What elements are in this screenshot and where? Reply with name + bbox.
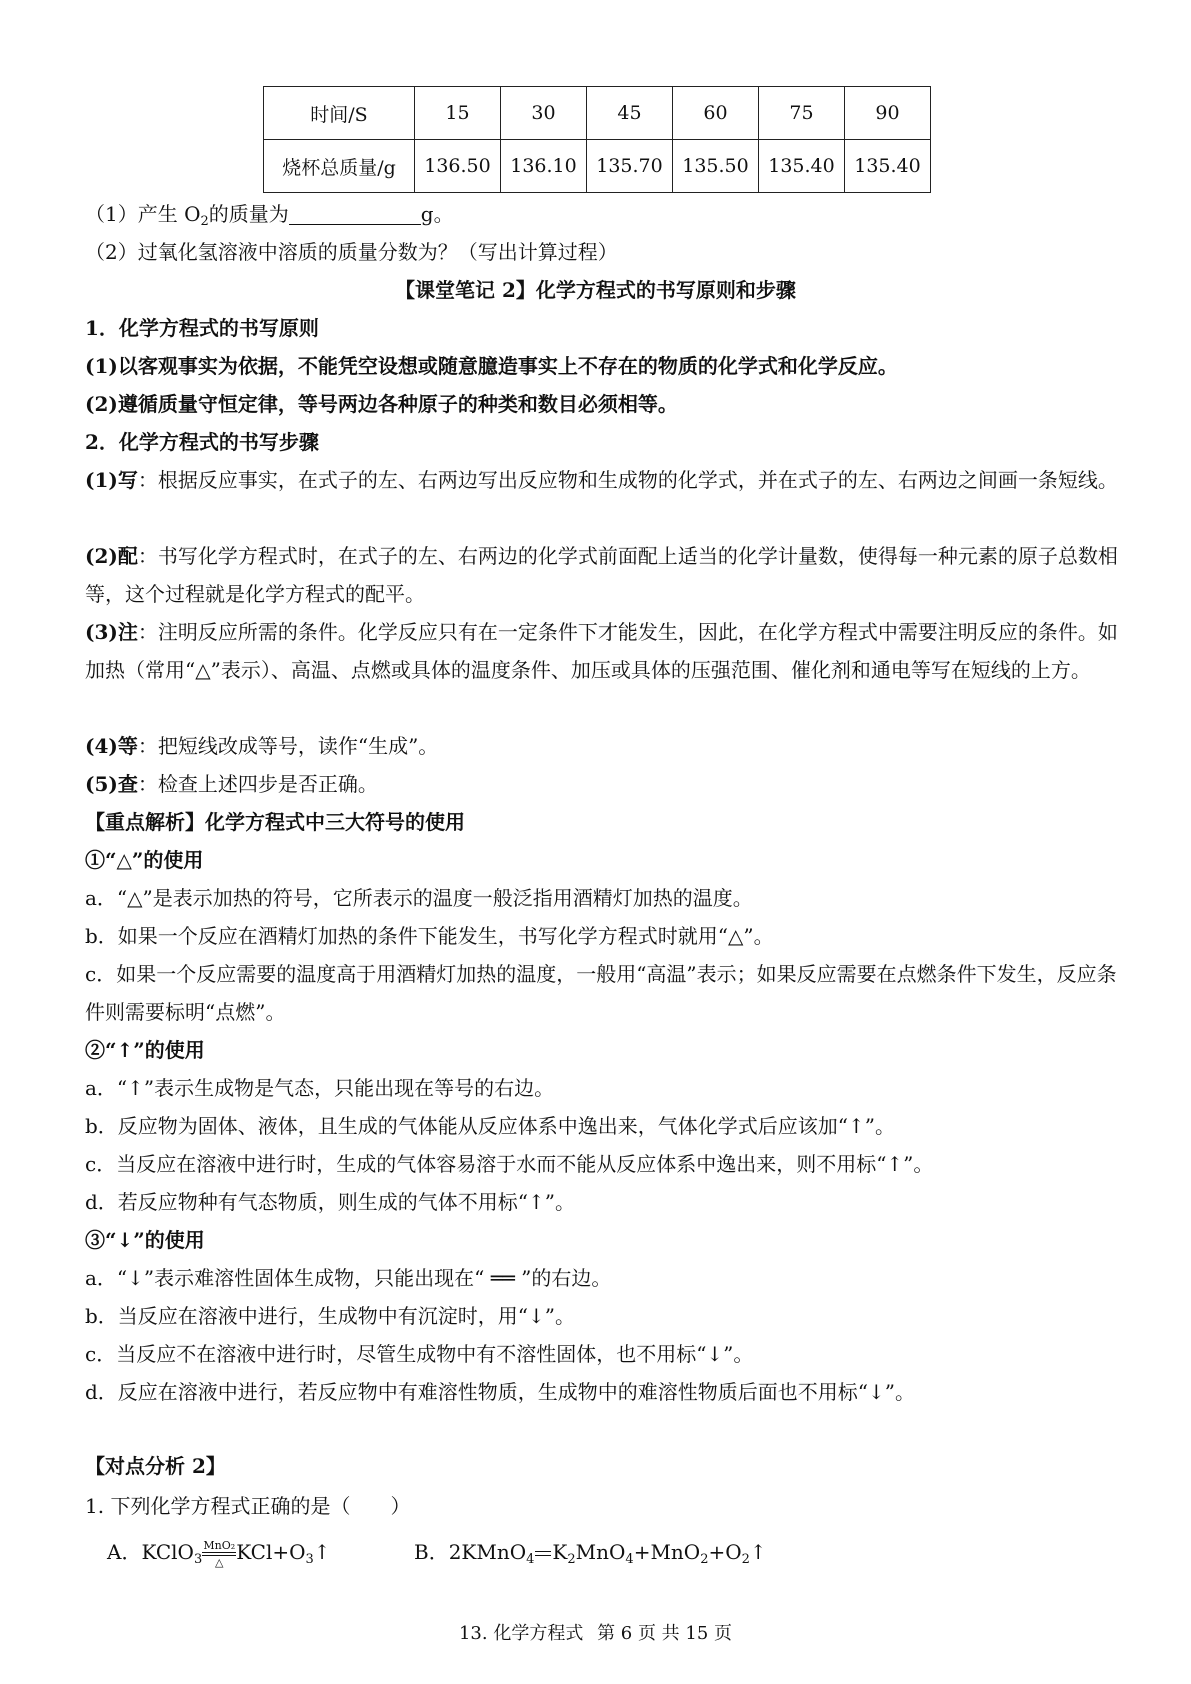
table-cell: 136.10 — [501, 140, 587, 193]
table-cell: 90 — [845, 87, 931, 140]
table-cell: 135.40 — [845, 140, 931, 193]
step-2-text: ：书写化学方程式时，在式子的左、右两边的化学式前面配上适当的化学计量数，使得每一种元素的原子总数相等，这个过程就是化学方程式的配平。 — [85, 544, 1118, 606]
equals-sign — [535, 1551, 551, 1556]
option-b-sub: 2 — [567, 1552, 576, 1567]
equals-sign — [202, 1552, 236, 1556]
analysis-item: b．如果一个反应在酒精灯加热的条件下能发生，书写化学方程式时就用“△”。 — [85, 924, 774, 948]
option-b-sub: 4 — [625, 1552, 634, 1567]
principle-2: (2)遵循质量守恒定律，等号两边各种原子的种类和数目必须相等。 — [85, 392, 678, 416]
q1-mid: 的质量为 — [208, 202, 289, 226]
heat-symbol: △ — [215, 1555, 224, 1569]
reaction-condition — [202, 1540, 236, 1568]
table-cell: 15 — [415, 87, 501, 140]
option-b-text: K — [552, 1540, 568, 1564]
analysis-item: c．当反应在溶液中进行时，生成的气体容易溶于水而不能从反应体系中逸出来，则不用标“↑”。 — [85, 1152, 934, 1176]
table-row — [264, 140, 931, 193]
analysis-heading-1: ①“△”的使用 — [85, 848, 204, 872]
gas-arrow-icon: ↑ — [749, 1540, 767, 1564]
table-cell: 135.40 — [759, 140, 845, 193]
analysis-heading-3: ③“↓”的使用 — [85, 1228, 205, 1252]
option-a-text: A．KClO — [107, 1540, 194, 1564]
table-cell: 45 — [587, 87, 673, 140]
option-b-text: B．2KMnO — [414, 1540, 527, 1564]
table-cell: 135.70 — [587, 140, 673, 193]
option-b-sub: 4 — [526, 1552, 535, 1567]
step-1-label: (1)写 — [85, 468, 138, 492]
footer-page-number: 第 6 页 共 15 页 — [597, 1623, 733, 1644]
option-b-text: +MnO — [633, 1540, 701, 1564]
table-row-label: 烧杯总质量/g — [264, 140, 415, 193]
principle-1: (1)以客观事实为依据，不能凭空设想或随意臆造事实上不存在的物质的化学式和化学反应。 — [85, 354, 898, 378]
step-1 — [85, 461, 1121, 499]
footer-chapter: 13. 化学方程式 — [458, 1623, 584, 1644]
analysis-item: a．“↓”表示难溶性固体生成物，只能出现在“ ══ ”的右边。 — [85, 1266, 612, 1290]
analysis-item: c．如果一个反应需要的温度高于用酒精灯加热的温度，一般用“高温”表示；如果反应需要在点燃条件下发生，反应条件则需要标明“点燃”。 — [85, 962, 1117, 1024]
step-5-text: ：检查上述四步是否正确。 — [137, 772, 378, 796]
option-a[interactable] — [107, 1535, 331, 1577]
option-b[interactable] — [414, 1535, 767, 1577]
table-cell: 136.50 — [415, 140, 501, 193]
option-b-text: +O — [708, 1540, 742, 1564]
option-a-product: KCl+O — [236, 1540, 306, 1564]
analysis-item: a．“↑”表示生成物是气态，只能出现在等号的右边。 — [85, 1076, 555, 1100]
step-5 — [85, 765, 1121, 803]
mass-time-table — [263, 86, 931, 193]
option-b-sub: 2 — [741, 1552, 750, 1567]
step-5-label: (5)查 — [85, 772, 138, 796]
step-2 — [85, 537, 1121, 613]
analysis-item: b．反应物为固体、液体，且生成的气体能从反应体系中逸出来，气体化学式后应该加“↑”。 — [85, 1114, 896, 1138]
table-cell: 60 — [673, 87, 759, 140]
analysis-item: a．“△”是表示加热的符号，它所表示的温度一般泛指用酒精灯加热的温度。 — [85, 886, 753, 910]
table-row — [264, 87, 931, 140]
step-3 — [85, 613, 1121, 689]
table-cell: 75 — [759, 87, 845, 140]
step-3-text: ：注明反应所需的条件。化学反应只有在一定条件下才能发生，因此，在化学方程式中需要注明反应的条件。如加热（常用“△”表示）、高温、点燃或具体的温度条件、加压或具体的压强范围、催化剂和通电等写在短线的上方。 — [85, 620, 1118, 682]
table-cell: 30 — [501, 87, 587, 140]
analysis-heading-2: ②“↑”的使用 — [85, 1038, 205, 1062]
option-b-sub: 2 — [700, 1552, 709, 1567]
answer-blank[interactable] — [289, 202, 421, 225]
q1-prefix: （1）产生 O — [85, 202, 201, 226]
section-title: 【课堂笔记 2】化学方程式的书写原则和步骤 — [395, 278, 796, 302]
q1-suffix: g。 — [420, 202, 454, 226]
catalyst-label: MnO₂ — [203, 1538, 236, 1552]
step-3-label: (3)注 — [85, 620, 138, 644]
analysis-item: b．当反应在溶液中进行，生成物中有沉淀时，用“↓”。 — [85, 1304, 576, 1328]
principles-heading: 1．化学方程式的书写原则 — [85, 316, 319, 340]
step-4 — [85, 727, 1121, 765]
practice-title: 【对点分析 2】 — [85, 1454, 226, 1478]
table-header-label: 时间/S — [264, 87, 415, 140]
analysis-item: d．反应在溶液中进行，若反应物中有难溶性物质，生成物中的难溶性物质后面也不用标“↓”。 — [85, 1380, 916, 1404]
option-a-sub: 3 — [305, 1552, 314, 1567]
question-2: （2）过氧化氢溶液中溶质的质量分数为？（写出计算过程） — [85, 240, 618, 264]
analysis-item: d．若反应物种有气态物质，则生成的气体不用标“↑”。 — [85, 1190, 576, 1214]
practice-question-1: 1. 下列化学方程式正确的是（ ） — [85, 1494, 411, 1518]
option-b-text: MnO — [575, 1540, 626, 1564]
option-a-sub: 3 — [193, 1552, 203, 1567]
analysis-item: c．当反应不在溶液中进行时，尽管生成物中有不溶性固体，也不用标“↓”。 — [85, 1342, 754, 1366]
step-2-label: (2)配 — [85, 544, 138, 568]
q1-sub: 2 — [200, 214, 209, 229]
step-4-text: ：把短线改成等号，读作“生成”。 — [137, 734, 439, 758]
gas-arrow-icon: ↑ — [313, 1540, 331, 1564]
step-4-label: (4)等 — [85, 734, 138, 758]
page-footer — [0, 1622, 1191, 1646]
steps-heading: 2．化学方程式的书写步骤 — [85, 430, 319, 454]
analysis-title: 【重点解析】化学方程式中三大符号的使用 — [85, 810, 465, 834]
table-cell: 135.50 — [673, 140, 759, 193]
step-1-text: ：根据反应事实，在式子的左、右两边写出反应物和生成物的化学式，并在式子的左、右两边之间画一条短线。 — [137, 468, 1118, 492]
